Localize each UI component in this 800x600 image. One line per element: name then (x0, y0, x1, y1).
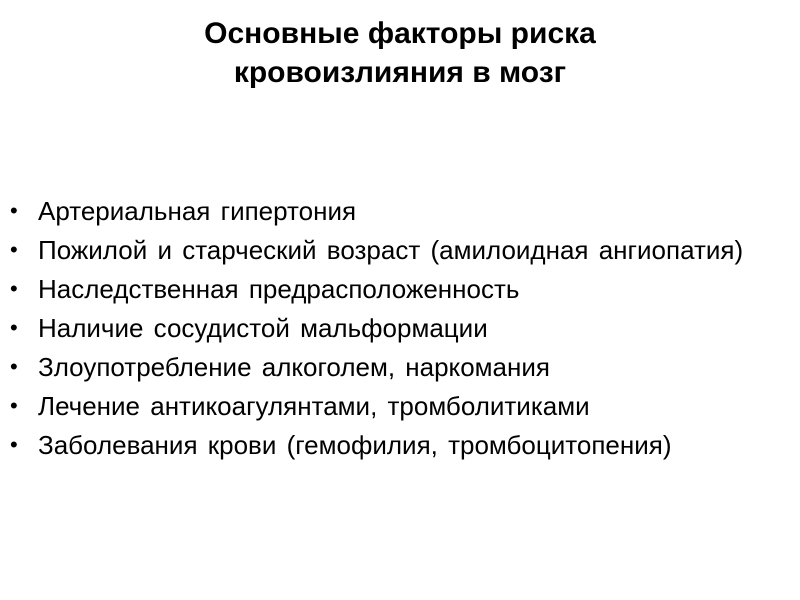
bullet-icon: • (10, 237, 18, 262)
risk-factor-list (10, 196, 790, 469)
list-item (10, 235, 790, 265)
title-line-2: кровоизлияния в мозг (233, 56, 567, 89)
list-item (10, 196, 790, 226)
list-item-text: Наследственная предрасположенность (38, 274, 520, 304)
list-item (10, 274, 790, 304)
list-item-text: Заболевания крови (гемофилия, тромбоцитопения) (38, 430, 672, 460)
list-item (10, 430, 790, 460)
bullet-icon: • (10, 432, 18, 457)
bullet-icon: • (10, 198, 18, 223)
list-item (10, 352, 790, 382)
list-item (10, 313, 790, 343)
list-item-text: Наличие сосудистой мальформации (38, 313, 488, 343)
list-item-text: Лечение антикоагулянтами, тромболитиками (38, 391, 590, 421)
list-item-text: Злоупотребление алкоголем, наркомания (38, 352, 550, 382)
title-line-1: Основные факторы риска (204, 17, 596, 50)
bullet-icon: • (10, 354, 18, 379)
list-item-text: Пожилой и старческий возраст (амилоидная ангиопатия) (38, 235, 744, 265)
bullet-icon: • (10, 393, 18, 418)
bullet-icon: • (10, 315, 18, 340)
slide-title (0, 14, 800, 92)
list-item-text: Артериальная гипертония (38, 196, 357, 226)
list-item (10, 391, 790, 421)
bullet-icon: • (10, 276, 18, 301)
